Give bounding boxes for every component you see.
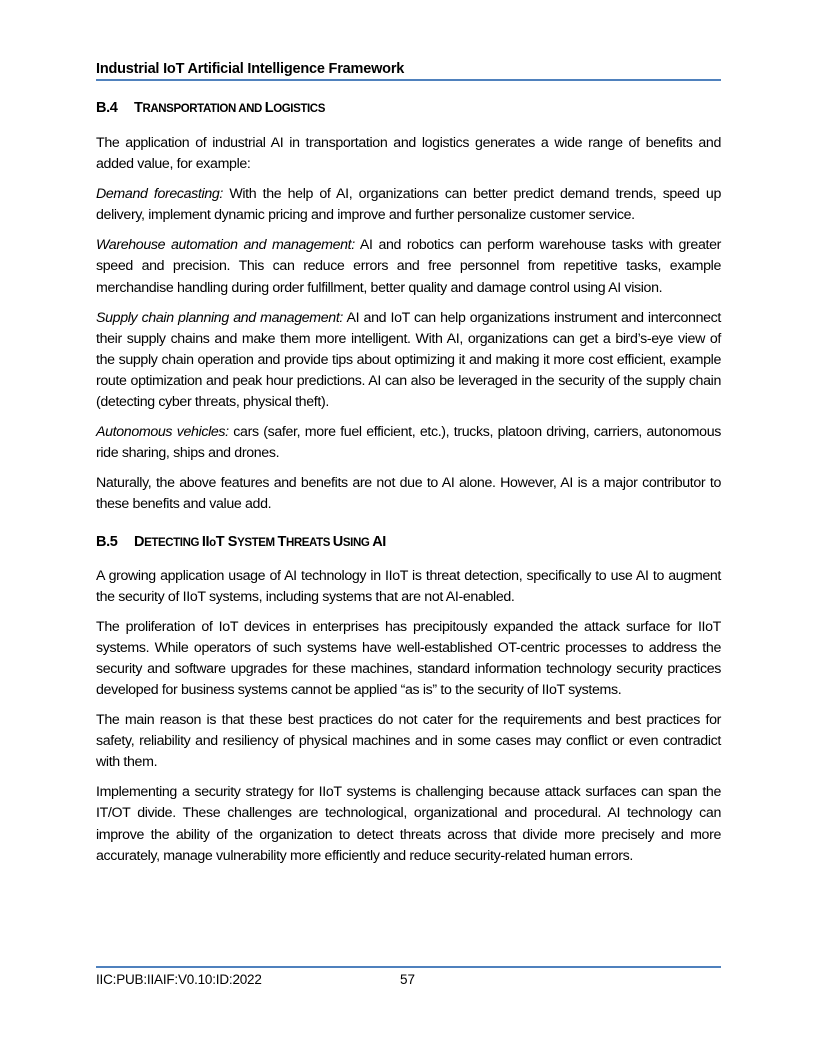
paragraph-security-strategy: Implementing a security strategy for IIoT systems is challenging because attack surfaces can span the IT/OT divide. These challenges are technological, organizational and procedural. AI technology can improve the ability of the organization to detect threats across that divide more precisely and more accurately, manage vulnerability more efficiently and reduce security-related human errors. [96,784,721,864]
section-number: B.4 [96,100,118,116]
paragraph-main-reason: The main reason is that these best practices do not cater for the requirements and best practices for safety, reliability and resiliency of physical machines and in some cases may conflict or even contradict with them. [96,712,721,771]
footer-document-id: IIC:PUB:IIAIF:V0.10:ID:2022 [96,972,262,987]
paragraph-proliferation: The proliferation of IoT devices in enterprises has precipitously expanded the attack surface for IIoT systems. While operators of such systems have well-established OT-centric processes to address the security and software upgrades for these machines, standard information technology security practices developed for business systems cannot be applied “as is” to the security of IIoT systems. [96,618,721,698]
section-title: DETECTING IIoT SYSTEM THREATS USING AI [134,533,386,550]
section-heading-b4 [96,98,721,119]
section-heading-b5 [96,532,721,553]
header-rule [96,79,721,81]
term: Autonomous vehicles: [96,424,229,441]
paragraph-intro: The application of industrial AI in transportation and logistics generates a wide range of benefits and added value, for example: [96,135,721,173]
term: Demand forecasting: [96,186,223,203]
page-content [96,98,721,867]
document-page [96,0,721,1056]
term: Warehouse automation and management: [96,237,355,254]
paragraph-demand-forecasting: Demand forecasting: With the help of AI, organizations can better predict demand trends, speed up delivery, implement dynamic pricing and improve and further personalize customer service. [96,186,721,224]
section-number: B.5 [96,533,118,550]
paragraph-autonomous-vehicles: Autonomous vehicles: cars (safer, more fuel efficient, etc.), trucks, platoon driving, carriers, autonomous ride sharing, ships and drones. [96,424,721,462]
paragraph-supply-chain: Supply chain planning and management: AI and IoT can help organizations instrument and interconnect their supply chains and make them more intelligent. With AI, organizations can get a bird’s-eye view of the supply chain operation and provide tips about optimizing it and making it more cost efficient, example route optimization and peak hour predictions. AI can also be leveraged in the security of the supply chain (detecting cyber threats, physical theft). [96,309,721,411]
paragraph-threat-detection: A growing application usage of AI technology in IIoT is threat detection, specifically to use AI to augment the security of IIoT systems, including systems that are not AI-enabled. [96,567,721,605]
term: Supply chain planning and management: [96,309,344,326]
section-title: TRANSPORTATION AND LOGISTICS [134,100,325,116]
running-header: Industrial IoT Artificial Intelligence Framework [96,61,405,77]
footer-rule [96,966,721,968]
paragraph-warehouse-automation: Warehouse automation and management: AI and robotics can perform warehouse tasks with greater speed and precision. This can reduce errors and free personnel from repetitive tasks, example merchandise handling during order fulfillment, better quality and damage control using AI vision. [96,237,721,296]
paragraph-closing: Naturally, the above features and benefits are not due to AI alone. However, AI is a major contributor to these benefits and value add. [96,475,721,513]
page-number: 57 [400,972,416,987]
